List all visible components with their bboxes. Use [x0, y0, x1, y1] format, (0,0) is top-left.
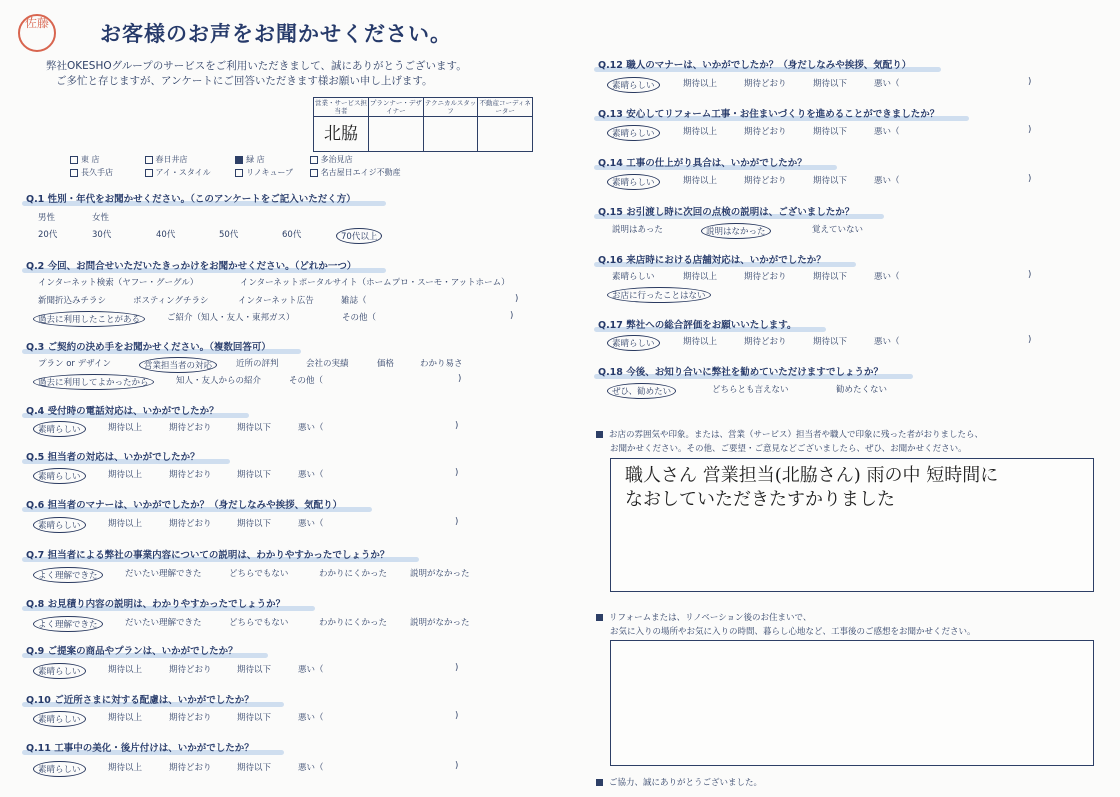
right-q2-option[interactable]: 期待どおり — [744, 127, 787, 137]
handwritten-comment-1: 職人さん 営業担当(北脇さん) 雨の中 短時間に — [625, 465, 999, 486]
right-q1-option[interactable]: 悪い（ — [874, 79, 900, 89]
left-q1-option[interactable]: 70代以上 — [341, 228, 382, 244]
left-q8-option[interactable]: わかりにくかった — [319, 618, 388, 628]
left-q3-option[interactable]: その他（ — [289, 376, 324, 386]
left-q4-option[interactable]: 期待以上 — [108, 423, 143, 433]
checkbox-icon[interactable] — [310, 169, 318, 177]
left-q3-option[interactable]: わかり易さ — [420, 359, 463, 369]
staff-value-technical[interactable] — [423, 117, 478, 152]
left-q8-option[interactable]: どちらでもない — [229, 618, 289, 628]
left-q11-option[interactable]: 期待どおり — [169, 763, 212, 773]
right-q5-option[interactable]: 素晴らしい — [612, 272, 655, 282]
comment-prompt-1b: お聞かせください。その他、ご要望・ご意見などございましたら、ぜひ、お聞かせください。 — [610, 444, 967, 454]
comment-prompt-1a: お店の雰囲気や印象。または、営業（サービス）担当者や職人で印象に残った者がおりましたら、 — [596, 428, 983, 440]
left-question-11-label: Q.11 工事中の美化・後片付けは、いかがでしたか？ — [26, 740, 254, 754]
left-q3-option[interactable]: 価格 — [377, 359, 395, 369]
left-q11-option[interactable]: 悪い（ — [298, 763, 324, 773]
left-q10-option[interactable]: 期待どおり — [169, 713, 212, 723]
left-q6-option[interactable]: 素晴らしい — [38, 517, 86, 533]
left-q1-option[interactable]: 男性 — [38, 213, 56, 223]
left-q9-option[interactable]: 期待どおり — [169, 665, 212, 675]
store-row-1: 東 店 春日井店 緑 店 多治見店 — [70, 154, 353, 165]
left-q3-option[interactable]: プラン or デザイン — [38, 359, 112, 369]
left-q6-option[interactable]: 期待どおり — [169, 519, 212, 529]
right-question-1-label: Q.12 職人のマナーは、いかがでしたか？（身だしなみや挨拶、気配り） — [598, 57, 911, 71]
left-q8-option[interactable]: 説明がなかった — [410, 618, 470, 628]
left-q2-option[interactable]: 過去に利用したことがある — [38, 311, 145, 327]
right-q2-option[interactable]: 期待以上 — [683, 127, 718, 137]
right-q1-option[interactable]: 期待どおり — [744, 79, 787, 89]
left-question-7-label: Q.7 担当者による弊社の事業内容についての説明は、わかりやすかったでしょうか？ — [26, 547, 389, 561]
staff-value-sales[interactable]: 北脇 — [314, 117, 369, 152]
left-q4-option[interactable]: 素晴らしい — [38, 421, 86, 437]
left-q11-option[interactable]: 素晴らしい — [38, 761, 86, 777]
right-q6-option[interactable]: 期待以下 — [813, 337, 848, 347]
right-q4-option[interactable]: 説明はなかった — [706, 223, 771, 239]
left-q3-option[interactable]: 近所の評判 — [236, 359, 279, 369]
square-bullet-icon — [596, 779, 603, 786]
left-q1-option[interactable]: 女性 — [92, 213, 110, 223]
closing-paren: ) — [455, 663, 459, 673]
left-q7-option[interactable]: わかりにくかった — [319, 569, 388, 579]
left-q8-option[interactable]: よく理解できた — [38, 616, 103, 632]
left-question-1-label: Q.1 性別・年代をお聞かせください。（このアンケートをご記入いただく方） — [26, 191, 356, 205]
right-q6-option[interactable]: 期待どおり — [744, 337, 787, 347]
left-question-8-label: Q.8 お見積り内容の説明は、わかりやすかったでしょうか？ — [26, 596, 285, 610]
left-question-3-label: Q.3 ご契約の決め手をお聞かせください。（複数回答可） — [26, 339, 271, 353]
left-q7-option[interactable]: どちらでもない — [229, 569, 289, 579]
closing-paren: ) — [1028, 125, 1032, 135]
left-q6-option[interactable]: 期待以下 — [237, 519, 272, 529]
staff-header-technical: テクニカルスタッフ — [424, 99, 477, 115]
right-q5-option[interactable]: 期待以下 — [813, 272, 848, 282]
left-q2-option[interactable]: インターネット検索（ヤフー・グーグル） — [38, 278, 199, 288]
right-q7-option[interactable]: ぜひ、勧めたい — [612, 383, 676, 399]
right-q3-option[interactable]: 期待以下 — [813, 176, 848, 186]
right-q5-option[interactable]: 悪い（ — [874, 272, 900, 282]
left-q1-option[interactable]: 30代 — [92, 230, 112, 240]
left-q2-option[interactable]: インターネット広告 — [238, 296, 314, 306]
left-q2-option[interactable]: ポスティングチラシ — [133, 296, 209, 306]
right-question-3-label: Q.14 工事の仕上がり具合は、いかがでしたか？ — [598, 155, 807, 169]
staff-header-realestate: 不動産コーディネーター — [479, 99, 531, 115]
right-q6-option[interactable]: 素晴らしい — [612, 335, 660, 351]
handwritten-comment-2: なおしていただきたすかりました — [625, 489, 895, 510]
right-q6-option[interactable]: 期待以上 — [683, 337, 718, 347]
comment-prompt-2a: リフォームまたは、リノベーション後のお住まいで、 — [596, 611, 811, 623]
left-q1-option[interactable]: 40代 — [156, 230, 176, 240]
left-q8-option[interactable]: だいたい理解できた — [125, 618, 202, 628]
intro-line-1: 弊社OKESHOグループのサービスをご利用いただきまして、誠にありがとうございます。 — [46, 60, 467, 72]
left-q9-option[interactable]: 期待以上 — [108, 665, 143, 675]
right-q1-option[interactable]: 期待以上 — [683, 79, 718, 89]
right-q4-option[interactable]: 覚えていない — [812, 225, 864, 235]
right-q2-option[interactable]: 悪い（ — [874, 127, 900, 137]
left-q5-option[interactable]: 期待以上 — [108, 470, 143, 480]
left-q11-option[interactable]: 期待以下 — [237, 763, 272, 773]
left-question-9-label: Q.9 ご提案の商品やプランは、いかがでしたか？ — [26, 643, 238, 657]
checkbox-icon[interactable] — [70, 169, 78, 177]
checkbox-icon[interactable] — [145, 156, 153, 164]
staff-table — [313, 97, 533, 152]
left-q1-option[interactable]: 60代 — [282, 230, 302, 240]
left-question-5-label: Q.5 担当者の対応は、いかがでしたか？ — [26, 449, 200, 463]
checkbox-icon[interactable] — [310, 156, 318, 164]
right-question-5-label: Q.16 来店時における店舗対応は、いかがでしたか？ — [598, 252, 826, 266]
comment-box-1[interactable] — [610, 458, 1094, 592]
left-q3-option[interactable]: 過去に利用してよかったから — [38, 374, 154, 390]
left-q3-option[interactable]: 会社の実績 — [306, 359, 349, 369]
checkbox-icon[interactable] — [145, 169, 153, 177]
left-q4-option[interactable]: 悪い（ — [298, 423, 324, 433]
right-q1-option[interactable]: 素晴らしい — [612, 77, 660, 93]
left-q2-option[interactable]: 新聞折込みチラシ — [38, 296, 107, 306]
closing-paren: ) — [1028, 335, 1032, 345]
comment-prompt-2b: お気に入りの場所やお気に入りの時間、暮らし心地など、工事後のご感想をお聞かせください。 — [610, 627, 976, 637]
closing-paren: ) — [1028, 77, 1032, 87]
staff-header-planner: プランナー・デザイナー — [369, 99, 422, 115]
left-q4-option[interactable]: 期待以下 — [237, 423, 272, 433]
left-q6-option[interactable]: 悪い（ — [298, 519, 324, 529]
left-q2-option[interactable]: 雑誌（ — [341, 296, 367, 306]
closing-paren: ) — [455, 421, 459, 431]
closing-paren: ) — [1028, 174, 1032, 184]
left-q7-option[interactable]: 説明がなかった — [410, 569, 470, 579]
left-q6-option[interactable]: 期待以上 — [108, 519, 143, 529]
store-row-2: 長久手店 アイ・スタイル リノキューブ 名古屋日エイジ不動産 — [70, 167, 401, 178]
staff-header-sales: 営業・サービス担当者 — [314, 99, 367, 115]
comment-box-2[interactable] — [610, 640, 1094, 766]
closing-paren: ) — [1028, 270, 1032, 280]
right-q1-option[interactable]: 期待以下 — [813, 79, 848, 89]
right-q3-option[interactable]: 悪い（ — [874, 176, 900, 186]
closing-paren: ) — [455, 711, 459, 721]
left-q1-option[interactable]: 20代 — [38, 230, 58, 240]
closing-paren: ) — [455, 517, 459, 527]
left-q2-option[interactable]: その他（ — [342, 313, 377, 323]
left-question-2-label: Q.2 今回、お問合せいただいたきっかけをお聞かせください。（どれか一つ） — [26, 258, 356, 272]
right-q2-option[interactable]: 素晴らしい — [612, 125, 660, 141]
left-q9-option[interactable]: 悪い（ — [298, 665, 324, 675]
left-q2-option[interactable]: インターネットポータルサイト（ホームプロ・スーモ・アットホーム） — [240, 278, 510, 288]
left-q7-option[interactable]: だいたい理解できた — [125, 569, 202, 579]
left-q7-option[interactable]: よく理解できた — [38, 567, 103, 583]
closing-paren: ) — [455, 468, 459, 478]
right-question-7-label: Q.18 今後、お知り合いに弊社を勧めていただけますでしょうか？ — [598, 364, 883, 378]
left-q2-option[interactable]: ご紹介（知人・友人・東邦ガス） — [167, 313, 295, 323]
right-q3-option[interactable]: 期待どおり — [744, 176, 787, 186]
left-question-4-label: Q.4 受付時の電話対応は、いかがでしたか？ — [26, 403, 219, 417]
left-q5-option[interactable]: 素晴らしい — [38, 468, 86, 484]
left-q4-option[interactable]: 期待どおり — [169, 423, 212, 433]
right-q7-option[interactable]: 勧めたくない — [836, 385, 888, 395]
left-q10-option[interactable]: 素晴らしい — [38, 711, 86, 727]
left-q10-option[interactable]: 期待以上 — [108, 713, 143, 723]
right-q5-option[interactable]: 期待以上 — [683, 272, 718, 282]
closing-paren: ) — [510, 311, 514, 321]
left-question-10-label: Q.10 ご近所さまに対する配慮は、いかがでしたか？ — [26, 692, 254, 706]
square-bullet-icon — [596, 431, 603, 438]
closing-paren: ) — [515, 294, 519, 304]
right-q3-option[interactable]: 素晴らしい — [612, 174, 660, 190]
seal-stamp: 佐藤 — [18, 14, 56, 52]
right-question-2-label: Q.13 安心してリフォーム工事・お住まいづくりを進めることができましたか？ — [598, 106, 939, 120]
left-q3-option[interactable]: 知人・友人からの紹介 — [176, 376, 262, 386]
left-q5-option[interactable]: 期待以下 — [237, 470, 272, 480]
right-q6-option[interactable]: 悪い（ — [874, 337, 900, 347]
right-question-6-label: Q.17 弊社への総合評価をお願いいたします。 — [598, 317, 796, 331]
left-q11-option[interactable]: 期待以上 — [108, 763, 143, 773]
staff-value-realestate[interactable] — [478, 117, 533, 152]
left-q5-option[interactable]: 期待どおり — [169, 470, 212, 480]
left-q9-option[interactable]: 素晴らしい — [38, 663, 86, 679]
intro-line-2: ご多忙と存じますが、アンケートにご回答いただきます様お願い申し上げます。 — [56, 75, 433, 87]
checkbox-icon[interactable] — [70, 156, 78, 164]
left-q10-option[interactable]: 期待以下 — [237, 713, 272, 723]
right-question-4-label: Q.15 お引渡し時に次回の点検の説明は、ございましたか？ — [598, 204, 854, 218]
left-question-6-label: Q.6 担当者のマナーは、いかがでしたか？（身だしなみや挨拶、気配り） — [26, 497, 342, 511]
footer-thanks: ご協力、誠にありがとうございました。 — [596, 776, 762, 788]
right-q5-option[interactable]: 期待どおり — [744, 272, 787, 282]
left-q9-option[interactable]: 期待以下 — [237, 665, 272, 675]
staff-value-planner[interactable] — [368, 117, 423, 152]
checkbox-icon[interactable] — [235, 169, 243, 177]
checked-checkbox-icon[interactable] — [235, 156, 243, 164]
right-q7-option[interactable]: どちらとも言えない — [712, 385, 789, 395]
left-q1-option[interactable]: 50代 — [219, 230, 239, 240]
closing-paren: ) — [458, 374, 462, 384]
right-q3-option[interactable]: 期待以上 — [683, 176, 718, 186]
left-q3-option[interactable]: 営業担当者の対応 — [144, 357, 217, 373]
right-q2-option[interactable]: 期待以下 — [813, 127, 848, 137]
page-title: お客様のお声をお聞かせください。 — [100, 22, 452, 46]
right-q5-option[interactable]: お店に行ったことはない — [612, 287, 711, 303]
closing-paren: ) — [455, 761, 459, 771]
left-q10-option[interactable]: 悪い（ — [298, 713, 324, 723]
left-q5-option[interactable]: 悪い（ — [298, 470, 324, 480]
right-q4-option[interactable]: 説明はあった — [612, 225, 663, 235]
square-bullet-icon — [596, 614, 603, 621]
